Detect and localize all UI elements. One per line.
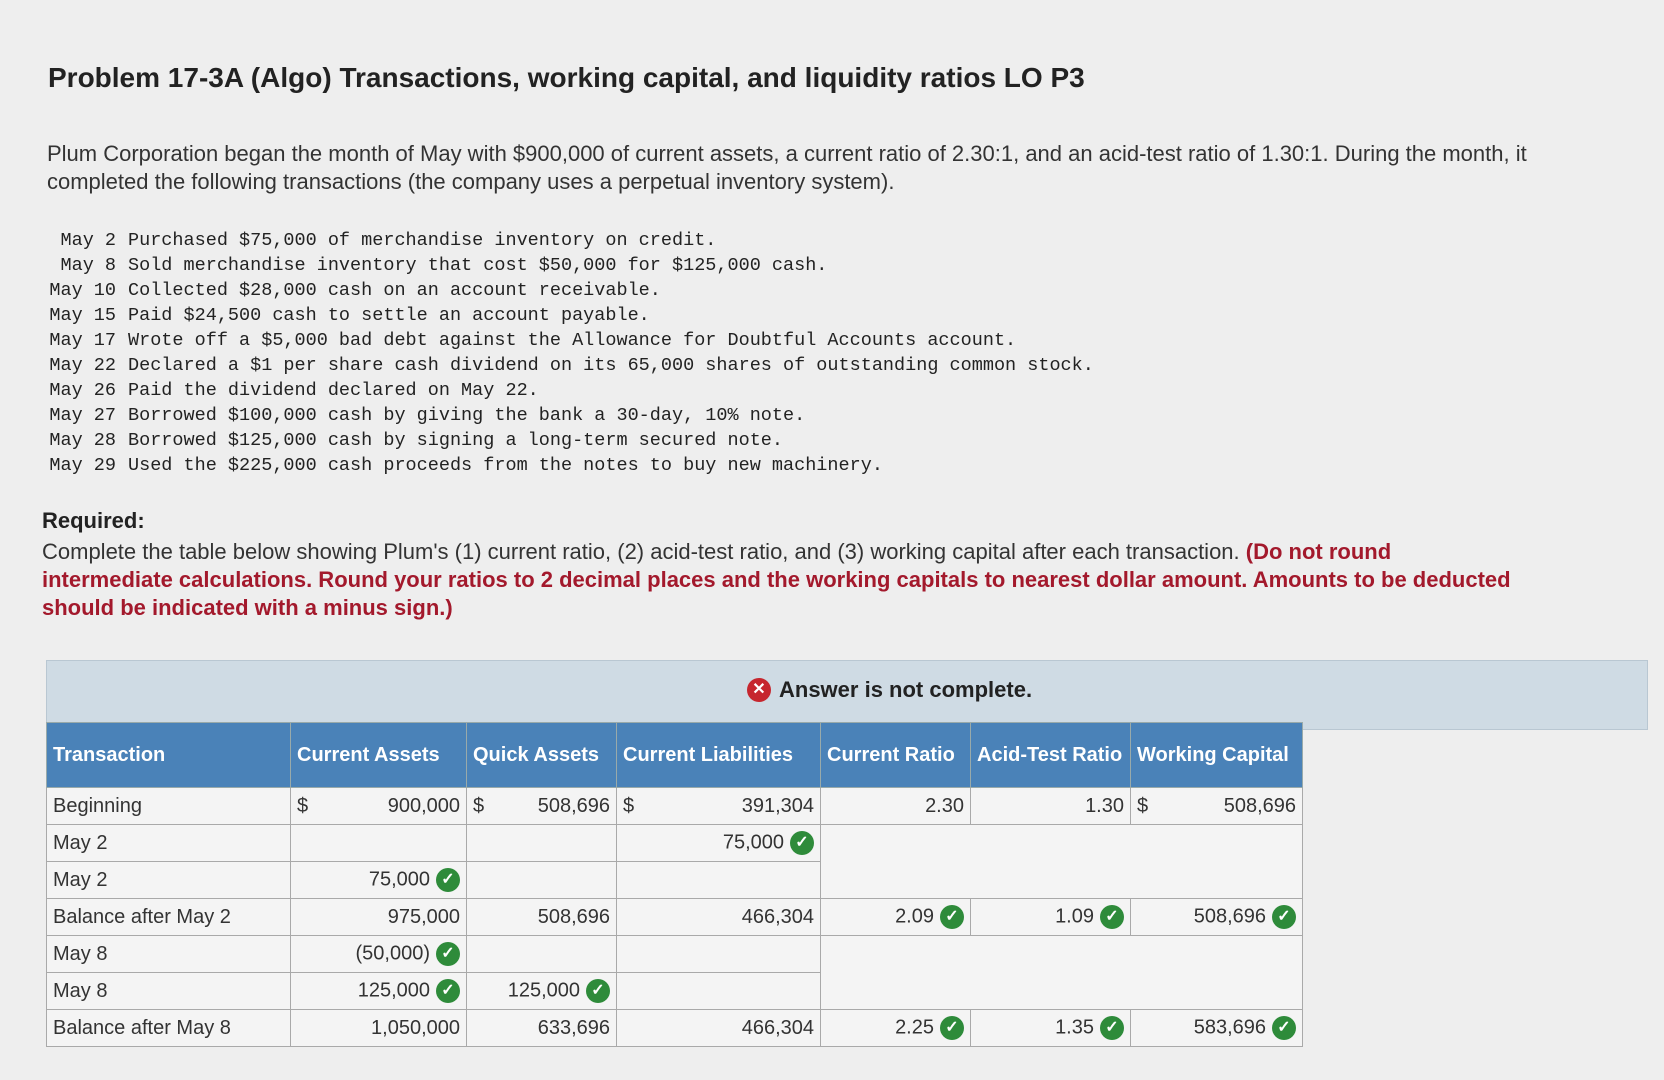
current-ratio-value: 2.25 bbox=[895, 1016, 934, 1039]
current-liabilities-cell: 466,304 bbox=[617, 1010, 821, 1047]
currency-symbol: $ bbox=[623, 794, 635, 817]
header-acid-test-ratio: Acid-Test Ratio bbox=[971, 723, 1131, 788]
empty-ratio-area bbox=[821, 825, 1303, 899]
transaction-text: Declared a $1 per share cash dividend on its 65,000 shares of outstanding common stock. bbox=[128, 355, 1094, 376]
current-assets-input[interactable] bbox=[291, 936, 467, 973]
check-icon: ✓ bbox=[436, 979, 460, 1003]
working-capital-input[interactable] bbox=[1131, 1010, 1303, 1047]
row-label: Balance after May 2 bbox=[47, 899, 291, 936]
currency-symbol: $ bbox=[1137, 794, 1149, 817]
current-assets-input[interactable] bbox=[291, 862, 467, 899]
table-row bbox=[47, 788, 1303, 825]
current-liabilities-value: 391,304 bbox=[741, 794, 814, 817]
required-instructions: (Do not round intermediate calculations. Round your ratios to 2 decimal places and the working capitals to nearest dollar amount. Amounts to be deducted should be indicated with a minus sign.) bbox=[42, 539, 1511, 620]
table-row bbox=[47, 825, 1303, 862]
quick-assets-value: 508,696 bbox=[537, 794, 610, 817]
working-capital-value: 583,696 bbox=[1193, 1016, 1266, 1039]
current-liabilities-cell: 466,304 bbox=[617, 899, 821, 936]
current-liabilities-input[interactable] bbox=[617, 862, 821, 899]
transaction-item bbox=[42, 428, 1094, 453]
row-label: Beginning bbox=[47, 788, 291, 825]
quick-assets-cell bbox=[467, 788, 617, 825]
x-circle-icon: ✕ bbox=[747, 678, 771, 702]
check-icon: ✓ bbox=[586, 979, 610, 1003]
required-description: Complete the table below showing Plum's (1) current ratio, (2) acid-test ratio, and (3) working capital after each transaction. bbox=[42, 539, 1240, 564]
transaction-date: May 8 bbox=[60, 255, 116, 276]
transaction-text: Purchased $75,000 of merchandise inventory on credit. bbox=[128, 230, 717, 251]
current-liabilities-input[interactable] bbox=[617, 936, 821, 973]
transaction-item bbox=[42, 328, 1094, 353]
transaction-item bbox=[42, 303, 1094, 328]
required-heading: Required: bbox=[42, 508, 145, 533]
problem-title: Problem 17-3A (Algo) Transactions, working capital, and liquidity ratios LO P3 bbox=[48, 62, 1085, 93]
current-assets-value: 75,000 bbox=[368, 868, 430, 891]
answer-status-banner bbox=[46, 660, 1648, 730]
check-icon: ✓ bbox=[940, 905, 964, 929]
working-capital-cell bbox=[1131, 788, 1303, 825]
acid-test-ratio-value: 1.09 bbox=[1055, 905, 1094, 928]
row-label: May 2 bbox=[47, 825, 291, 862]
header-transaction: Transaction bbox=[47, 723, 291, 788]
current-ratio-input[interactable] bbox=[821, 1010, 971, 1047]
check-icon: ✓ bbox=[1100, 905, 1124, 929]
acid-test-ratio-value: 1.35 bbox=[1055, 1016, 1094, 1039]
table-row bbox=[47, 936, 1303, 973]
current-assets-cell: 975,000 bbox=[291, 899, 467, 936]
quick-assets-cell: 508,696 bbox=[467, 899, 617, 936]
current-liabilities-value: 75,000 bbox=[722, 831, 784, 854]
check-icon: ✓ bbox=[436, 868, 460, 892]
transaction-date: May 2 bbox=[60, 230, 116, 251]
working-capital-value: 508,696 bbox=[1193, 905, 1266, 928]
current-liabilities-cell bbox=[617, 788, 821, 825]
transaction-date: May 27 bbox=[49, 405, 116, 426]
current-assets-cell bbox=[291, 788, 467, 825]
row-label: Balance after May 8 bbox=[47, 1010, 291, 1047]
transaction-item bbox=[42, 403, 1094, 428]
answer-status-text: Answer is not complete. bbox=[779, 677, 1033, 702]
liquidity-table bbox=[46, 722, 1303, 1047]
transaction-text: Borrowed $125,000 cash by signing a long-term secured note. bbox=[128, 430, 784, 451]
current-assets-value: (50,000) bbox=[355, 942, 430, 965]
current-ratio-value: 2.09 bbox=[895, 905, 934, 928]
acid-test-ratio-input[interactable] bbox=[971, 1010, 1131, 1047]
quick-assets-value: 125,000 bbox=[507, 979, 580, 1002]
check-icon: ✓ bbox=[436, 942, 460, 966]
quick-assets-input[interactable] bbox=[467, 825, 617, 862]
transaction-date: May 15 bbox=[49, 305, 116, 326]
transaction-item bbox=[42, 278, 1094, 303]
problem-intro: Plum Corporation began the month of May with $900,000 of current assets, a current ratio of 2.30:1, and an acid-test ratio of 1.30:1. During the month, it completed the following transactions (the company uses a perpetual inventory system). bbox=[47, 141, 1527, 194]
table-row bbox=[47, 1010, 1303, 1047]
transaction-item bbox=[42, 228, 1094, 253]
transaction-text: Paid $24,500 cash to settle an account payable. bbox=[128, 305, 650, 326]
current-liabilities-input[interactable] bbox=[617, 973, 821, 1010]
current-assets-value: 125,000 bbox=[357, 979, 430, 1002]
transaction-date: May 26 bbox=[49, 380, 116, 401]
current-assets-cell: 1,050,000 bbox=[291, 1010, 467, 1047]
transaction-text: Sold merchandise inventory that cost $50,000 for $125,000 cash. bbox=[128, 255, 828, 276]
transaction-text: Wrote off a $5,000 bad debt against the Allowance for Doubtful Accounts account. bbox=[128, 330, 1017, 351]
transaction-text: Paid the dividend declared on May 22. bbox=[128, 380, 539, 401]
transaction-date: May 10 bbox=[49, 280, 116, 301]
check-icon: ✓ bbox=[790, 831, 814, 855]
quick-assets-input[interactable] bbox=[467, 936, 617, 973]
check-icon: ✓ bbox=[940, 1016, 964, 1040]
transaction-date: May 17 bbox=[49, 330, 116, 351]
table-header-row bbox=[47, 723, 1303, 788]
row-label: May 2 bbox=[47, 862, 291, 899]
header-quick-assets: Quick Assets bbox=[467, 723, 617, 788]
quick-assets-cell: 633,696 bbox=[467, 1010, 617, 1047]
transaction-list bbox=[42, 228, 1094, 478]
quick-assets-input[interactable] bbox=[467, 973, 617, 1010]
acid-test-ratio-input[interactable] bbox=[971, 899, 1131, 936]
currency-symbol: $ bbox=[473, 794, 485, 817]
header-current-ratio: Current Ratio bbox=[821, 723, 971, 788]
current-assets-input[interactable] bbox=[291, 825, 467, 862]
transaction-date: May 29 bbox=[49, 455, 116, 476]
working-capital-input[interactable] bbox=[1131, 899, 1303, 936]
transaction-text: Collected $28,000 cash on an account receivable. bbox=[128, 280, 661, 301]
transaction-date: May 22 bbox=[49, 355, 116, 376]
header-current-liabilities: Current Liabilities bbox=[617, 723, 821, 788]
transaction-item bbox=[42, 253, 1094, 278]
transaction-item bbox=[42, 353, 1094, 378]
check-icon: ✓ bbox=[1272, 905, 1296, 929]
quick-assets-input[interactable] bbox=[467, 862, 617, 899]
check-icon: ✓ bbox=[1272, 1016, 1296, 1040]
transaction-text: Used the $225,000 cash proceeds from the notes to buy new machinery. bbox=[128, 455, 883, 476]
transaction-item bbox=[42, 378, 1094, 403]
currency-symbol: $ bbox=[297, 794, 309, 817]
transaction-date: May 28 bbox=[49, 430, 116, 451]
current-assets-value: 900,000 bbox=[387, 794, 460, 817]
header-current-assets: Current Assets bbox=[291, 723, 467, 788]
row-label: May 8 bbox=[47, 936, 291, 973]
row-label: May 8 bbox=[47, 973, 291, 1010]
required-text bbox=[42, 538, 1522, 622]
current-liabilities-input[interactable] bbox=[617, 825, 821, 862]
transaction-item bbox=[42, 453, 1094, 478]
empty-ratio-area bbox=[821, 936, 1303, 1010]
transaction-text: Borrowed $100,000 cash by giving the bank a 30-day, 10% note. bbox=[128, 405, 806, 426]
header-working-capital: Working Capital bbox=[1131, 723, 1303, 788]
working-capital-value: 508,696 bbox=[1223, 794, 1296, 817]
current-ratio-cell: 2.30 bbox=[821, 788, 971, 825]
current-assets-input[interactable] bbox=[291, 973, 467, 1010]
check-icon: ✓ bbox=[1100, 1016, 1124, 1040]
table-row bbox=[47, 899, 1303, 936]
acid-test-ratio-cell: 1.30 bbox=[971, 788, 1131, 825]
current-ratio-input[interactable] bbox=[821, 899, 971, 936]
